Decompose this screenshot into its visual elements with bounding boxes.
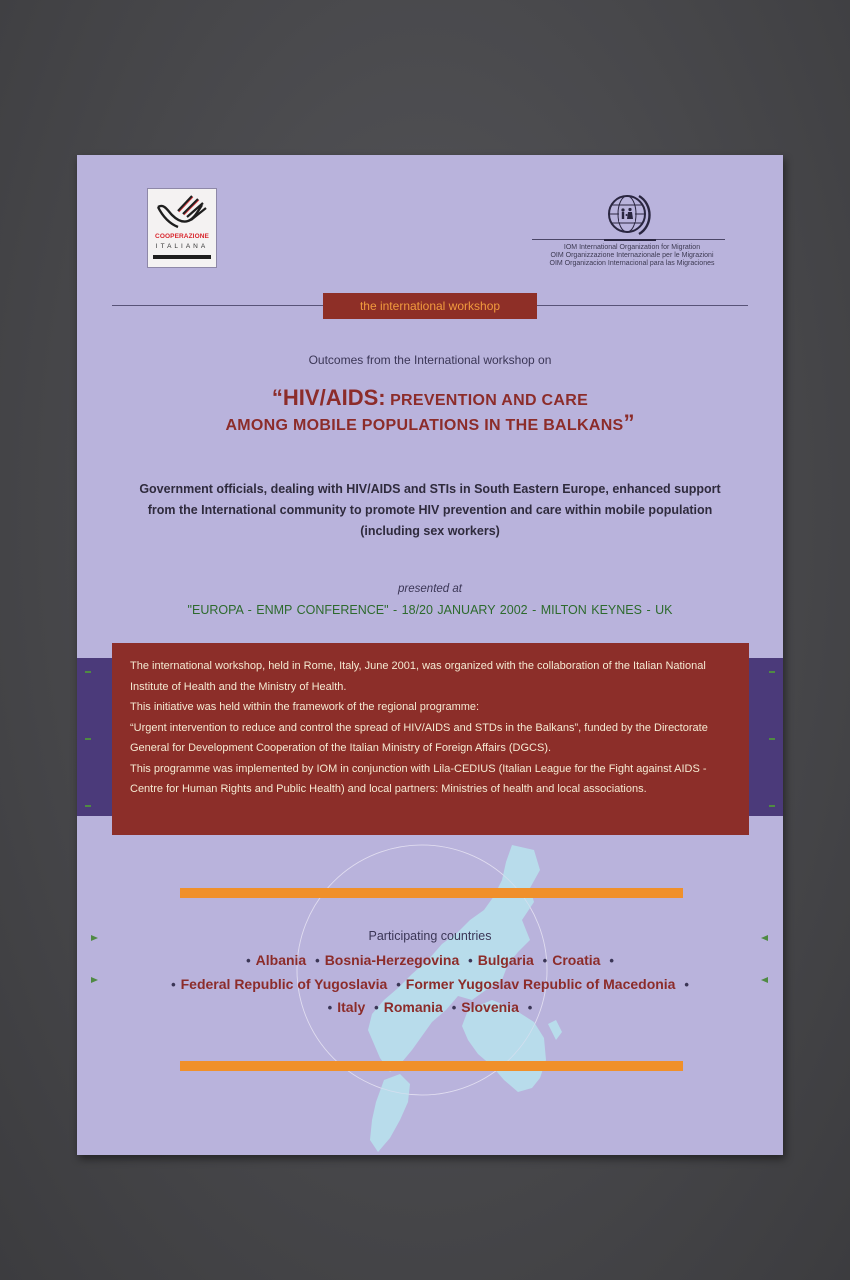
description-line: This initiative was held within the framework of the regional programme: bbox=[130, 701, 480, 713]
intro-text: Outcomes from the International workshop on bbox=[308, 353, 552, 367]
main-title bbox=[77, 387, 783, 437]
iom-globe-icon bbox=[599, 190, 659, 240]
country: Former Yugoslav Republic of Macedonia bbox=[405, 975, 676, 992]
hand-dove-icon bbox=[154, 193, 210, 233]
logo-bar bbox=[153, 255, 211, 259]
country: Bosnia-Herzegovina bbox=[324, 952, 460, 968]
iom-name-es: OIM Organizacion Internacional para las Migraciones bbox=[549, 260, 715, 268]
workshop-tag: the international workshop bbox=[323, 293, 537, 319]
description-line: “Urgent intervention to reduce and control the spread of HIV/AIDS and STDs in the Balkans”, funded by the Directorate General for Development Cooperation of the Italian Ministry of Foreign Affairs (DGCS). bbox=[130, 721, 708, 754]
band-tick bbox=[85, 738, 91, 740]
country: Croatia bbox=[552, 952, 601, 968]
subtitle: Government officials, dealing with HIV/AIDS and STIs in South Eastern Europe, enhanced support from the International community to promote HIV prevention and care within mobile population (including sex workers) bbox=[139, 482, 721, 538]
title-open-quote: “ bbox=[271, 385, 283, 410]
countries-list bbox=[97, 949, 763, 1020]
title-close-quote: ” bbox=[623, 410, 635, 435]
title-part1: HIV/AIDS: bbox=[282, 385, 386, 410]
country: Slovenia bbox=[461, 999, 519, 1015]
countries-row: • Albania • Bosnia-Herzegovina • Bulgaria • Croatia • bbox=[246, 952, 614, 968]
band-tick bbox=[769, 738, 775, 740]
country: Federal Republic of Yugoslavia bbox=[180, 975, 388, 992]
conference-line: "EUROPA - ENMP CONFERENCE" - 18/20 JANUARY 2002 - MILTON KEYNES - UK bbox=[187, 603, 673, 617]
band-tick bbox=[85, 671, 91, 673]
orange-bar-bottom bbox=[180, 1061, 683, 1071]
description-text bbox=[130, 656, 735, 800]
iom-name-en: IOM International Organization for Migration bbox=[563, 244, 701, 251]
iom-rule-accent bbox=[604, 239, 656, 241]
band-tick bbox=[769, 805, 775, 807]
countries-row: • Federal Republic of Yugoslavia • Former Yugoslav Republic of Macedonia • bbox=[171, 975, 689, 992]
band-tick bbox=[769, 671, 775, 673]
country: Bulgaria bbox=[477, 952, 534, 968]
presented-label: presented at bbox=[398, 583, 462, 595]
iom-name-it: OIM Organizzazione Internazionale per le Migrazioni bbox=[550, 252, 714, 260]
country: Romania bbox=[383, 999, 443, 1015]
description-line: This programme was implemented by IOM in conjunction with Lila-CEDIUS (Italian League for the Fight against AIDS - Centre for Human Rights and Public Health) and local partners: Ministries of health and local associations. bbox=[130, 762, 707, 795]
countries-row: • Italy • Romania • Slovenia • bbox=[327, 999, 533, 1015]
country: Italy bbox=[337, 999, 366, 1015]
cooperazione-text: COOPERAZIONE bbox=[155, 233, 209, 240]
italiana-text: ITALIANA bbox=[155, 243, 209, 250]
brochure-page bbox=[77, 155, 783, 1155]
description-line: The international workshop, held in Rome, Italy, June 2001, was organized with the collaboration of the Italian National Institute of Health and the Ministry of Health. bbox=[130, 660, 706, 693]
band-tick bbox=[85, 805, 91, 807]
iom-names bbox=[517, 244, 747, 269]
country: Albania bbox=[255, 952, 307, 968]
cooperazione-italiana-logo bbox=[147, 188, 217, 268]
description-box bbox=[112, 643, 749, 835]
title-part2: PREVENTION AND CARE bbox=[390, 392, 589, 409]
title-line2: AMONG MOBILE POPULATIONS IN THE BALKANS bbox=[225, 417, 624, 434]
orange-bar-top bbox=[180, 888, 683, 898]
participating-countries-label: Participating countries bbox=[368, 929, 492, 943]
